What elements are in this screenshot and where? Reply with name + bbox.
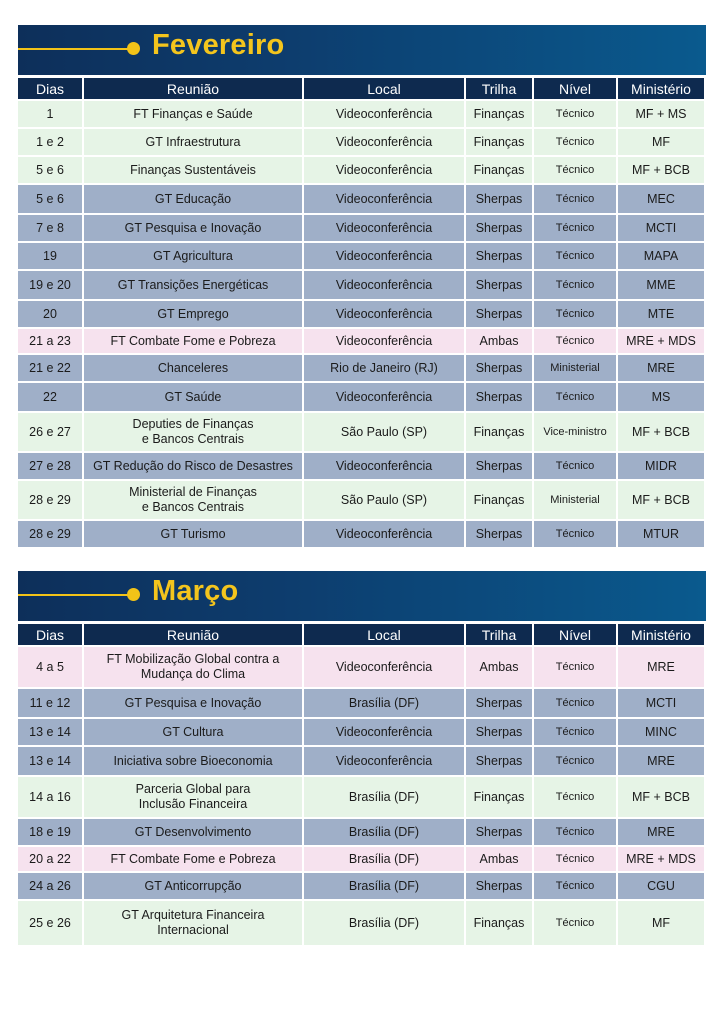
nivel-cell: Técnico: [534, 847, 616, 871]
ministerio-cell: MF + MS: [618, 101, 704, 127]
ministerio-cell: MAPA: [618, 243, 704, 269]
dias-cell: 27 e 28: [18, 453, 82, 479]
local-cell: Videoconferência: [304, 301, 464, 327]
month-banner-marco: [18, 571, 706, 621]
nivel-cell: Técnico: [534, 329, 616, 353]
dias-cell: 26 e 27: [18, 413, 82, 451]
local-cell: Videoconferência: [304, 243, 464, 269]
ministerio-cell: MRE: [618, 647, 704, 687]
local-cell: Brasília (DF): [304, 819, 464, 845]
dias-cell: 24 a 26: [18, 873, 82, 899]
nivel-cell: Ministerial: [534, 355, 616, 381]
trilha-cell: Finanças: [466, 901, 532, 945]
header-row: [18, 78, 704, 99]
reuniao-header: Reunião: [84, 78, 302, 99]
nivel-cell: Ministerial: [534, 481, 616, 519]
nivel-cell: Técnico: [534, 101, 616, 127]
header-row: [18, 624, 704, 645]
ministerio-cell: MIDR: [618, 453, 704, 479]
ministerio-cell: MF + BCB: [618, 777, 704, 817]
local-cell: Videoconferência: [304, 185, 464, 213]
table-row: [18, 481, 704, 519]
trilha-cell: Finanças: [466, 481, 532, 519]
dias-cell: 20: [18, 301, 82, 327]
dias-cell: 13 e 14: [18, 719, 82, 745]
nivel-cell: Técnico: [534, 689, 616, 717]
banner-dot: [127, 588, 140, 601]
trilha-cell: Sherpas: [466, 355, 532, 381]
reuniao-cell: GT Transições Energéticas: [84, 271, 302, 299]
ministerio-header: Ministério: [618, 624, 704, 645]
local-cell: Videoconferência: [304, 747, 464, 775]
reuniao-cell: GT Educação: [84, 185, 302, 213]
reuniao-cell: GT Agricultura: [84, 243, 302, 269]
local-cell: Videoconferência: [304, 329, 464, 353]
trilha-cell: Finanças: [466, 777, 532, 817]
table-row: [18, 383, 704, 411]
local-cell: Brasília (DF): [304, 847, 464, 871]
local-header: Local: [304, 78, 464, 99]
table-row: [18, 747, 704, 775]
nivel-cell: Vice-ministro: [534, 413, 616, 451]
table-row: [18, 453, 704, 479]
reuniao-cell: FT Mobilização Global contra a Mudança do Clima: [84, 647, 302, 687]
dias-cell: 28 e 29: [18, 521, 82, 547]
dias-cell: 18 e 19: [18, 819, 82, 845]
ministerio-cell: CGU: [618, 873, 704, 899]
reuniao-cell: GT Pesquisa e Inovação: [84, 689, 302, 717]
reuniao-cell: FT Finanças e Saúde: [84, 101, 302, 127]
table-row: [18, 847, 704, 871]
nivel-cell: Técnico: [534, 747, 616, 775]
nivel-cell: Técnico: [534, 521, 616, 547]
nivel-cell: Técnico: [534, 271, 616, 299]
table-row: [18, 185, 704, 213]
trilha-cell: Finanças: [466, 129, 532, 155]
ministerio-cell: MTUR: [618, 521, 704, 547]
table-row: [18, 215, 704, 241]
table-row: [18, 413, 704, 451]
dias-cell: 5 e 6: [18, 157, 82, 183]
trilha-cell: Ambas: [466, 329, 532, 353]
reuniao-cell: GT Cultura: [84, 719, 302, 745]
local-cell: Brasília (DF): [304, 873, 464, 899]
ministerio-cell: MS: [618, 383, 704, 411]
trilha-cell: Finanças: [466, 157, 532, 183]
nivel-cell: Técnico: [534, 819, 616, 845]
local-cell: Videoconferência: [304, 101, 464, 127]
nivel-cell: Técnico: [534, 777, 616, 817]
table-row: [18, 271, 704, 299]
month-title: Março: [152, 575, 239, 607]
dias-cell: 11 e 12: [18, 689, 82, 717]
nivel-cell: Técnico: [534, 215, 616, 241]
dias-header: Dias: [18, 624, 82, 645]
reuniao-cell: GT Emprego: [84, 301, 302, 327]
trilha-cell: Sherpas: [466, 453, 532, 479]
ministerio-cell: MTE: [618, 301, 704, 327]
local-cell: São Paulo (SP): [304, 481, 464, 519]
dias-cell: 14 a 16: [18, 777, 82, 817]
table-row: [18, 901, 704, 945]
table-row: [18, 777, 704, 817]
trilha-cell: Sherpas: [466, 747, 532, 775]
ministerio-cell: MINC: [618, 719, 704, 745]
table-row: [18, 157, 704, 183]
trilha-cell: Sherpas: [466, 819, 532, 845]
trilha-header: Trilha: [466, 624, 532, 645]
ministerio-cell: MRE + MDS: [618, 329, 704, 353]
nivel-cell: Técnico: [534, 719, 616, 745]
nivel-cell: Técnico: [534, 901, 616, 945]
trilha-cell: Sherpas: [466, 719, 532, 745]
trilha-cell: Sherpas: [466, 689, 532, 717]
local-cell: Videoconferência: [304, 157, 464, 183]
table-row: [18, 819, 704, 845]
reuniao-cell: Parceria Global para Inclusão Financeira: [84, 777, 302, 817]
table-row: [18, 101, 704, 127]
local-cell: Rio de Janeiro (RJ): [304, 355, 464, 381]
ministerio-cell: MRE: [618, 747, 704, 775]
table-row: [18, 355, 704, 381]
reuniao-cell: GT Turismo: [84, 521, 302, 547]
nivel-cell: Técnico: [534, 301, 616, 327]
dias-cell: 7 e 8: [18, 215, 82, 241]
table-row: [18, 329, 704, 353]
banner-dot: [127, 42, 140, 55]
trilha-cell: Sherpas: [466, 383, 532, 411]
banner-line: [18, 594, 130, 596]
nivel-cell: Técnico: [534, 129, 616, 155]
trilha-cell: Sherpas: [466, 873, 532, 899]
reuniao-cell: Deputies de Finanças e Bancos Centrais: [84, 413, 302, 451]
reuniao-header: Reunião: [84, 624, 302, 645]
dias-header: Dias: [18, 78, 82, 99]
local-cell: Videoconferência: [304, 215, 464, 241]
schedule-table-marco: [16, 622, 706, 947]
ministerio-cell: MF: [618, 129, 704, 155]
table-row: [18, 873, 704, 899]
ministerio-cell: MEC: [618, 185, 704, 213]
schedule-table-fevereiro: [16, 76, 706, 549]
trilha-header: Trilha: [466, 78, 532, 99]
table-row: [18, 521, 704, 547]
ministerio-cell: MF + BCB: [618, 413, 704, 451]
trilha-cell: Sherpas: [466, 215, 532, 241]
dias-cell: 22: [18, 383, 82, 411]
reuniao-cell: GT Infraestrutura: [84, 129, 302, 155]
reuniao-cell: GT Saúde: [84, 383, 302, 411]
reuniao-cell: GT Redução do Risco de Desastres: [84, 453, 302, 479]
ministerio-cell: MRE: [618, 355, 704, 381]
dias-cell: 13 e 14: [18, 747, 82, 775]
ministerio-cell: MRE: [618, 819, 704, 845]
dias-cell: 28 e 29: [18, 481, 82, 519]
trilha-cell: Sherpas: [466, 521, 532, 547]
table-row: [18, 301, 704, 327]
reuniao-cell: Iniciativa sobre Bioeconomia: [84, 747, 302, 775]
reuniao-cell: GT Desenvolvimento: [84, 819, 302, 845]
ministerio-cell: MRE + MDS: [618, 847, 704, 871]
trilha-cell: Sherpas: [466, 271, 532, 299]
trilha-cell: Sherpas: [466, 243, 532, 269]
reuniao-cell: Chanceleres: [84, 355, 302, 381]
ministerio-cell: MME: [618, 271, 704, 299]
trilha-cell: Ambas: [466, 647, 532, 687]
trilha-cell: Sherpas: [466, 301, 532, 327]
trilha-cell: Finanças: [466, 101, 532, 127]
trilha-cell: Ambas: [466, 847, 532, 871]
reuniao-cell: FT Combate Fome e Pobreza: [84, 847, 302, 871]
local-cell: Brasília (DF): [304, 901, 464, 945]
local-cell: São Paulo (SP): [304, 413, 464, 451]
reuniao-cell: Finanças Sustentáveis: [84, 157, 302, 183]
nivel-cell: Técnico: [534, 383, 616, 411]
nivel-cell: Técnico: [534, 185, 616, 213]
table-row: [18, 689, 704, 717]
dias-cell: 5 e 6: [18, 185, 82, 213]
nivel-cell: Técnico: [534, 157, 616, 183]
local-header: Local: [304, 624, 464, 645]
dias-cell: 1: [18, 101, 82, 127]
nivel-cell: Técnico: [534, 453, 616, 479]
banner-line: [18, 48, 130, 50]
dias-cell: 20 a 22: [18, 847, 82, 871]
ministerio-cell: MF + BCB: [618, 481, 704, 519]
nivel-header: Nível: [534, 78, 616, 99]
ministerio-cell: MF + BCB: [618, 157, 704, 183]
dias-cell: 25 e 26: [18, 901, 82, 945]
dias-cell: 4 a 5: [18, 647, 82, 687]
local-cell: Brasília (DF): [304, 777, 464, 817]
dias-cell: 21 a 23: [18, 329, 82, 353]
local-cell: Videoconferência: [304, 719, 464, 745]
trilha-cell: Sherpas: [466, 185, 532, 213]
dias-cell: 19 e 20: [18, 271, 82, 299]
month-banner-fevereiro: [18, 25, 706, 75]
dias-cell: 1 e 2: [18, 129, 82, 155]
table-row: [18, 647, 704, 687]
local-cell: Videoconferência: [304, 453, 464, 479]
nivel-header: Nível: [534, 624, 616, 645]
ministerio-cell: MF: [618, 901, 704, 945]
dias-cell: 21 e 22: [18, 355, 82, 381]
table-row: [18, 129, 704, 155]
trilha-cell: Finanças: [466, 413, 532, 451]
local-cell: Videoconferência: [304, 271, 464, 299]
local-cell: Brasília (DF): [304, 689, 464, 717]
reuniao-cell: GT Pesquisa e Inovação: [84, 215, 302, 241]
local-cell: Videoconferência: [304, 383, 464, 411]
reuniao-cell: FT Combate Fome e Pobreza: [84, 329, 302, 353]
reuniao-cell: GT Anticorrupção: [84, 873, 302, 899]
nivel-cell: Técnico: [534, 647, 616, 687]
ministerio-header: Ministério: [618, 78, 704, 99]
local-cell: Videoconferência: [304, 647, 464, 687]
local-cell: Videoconferência: [304, 521, 464, 547]
table-row: [18, 719, 704, 745]
dias-cell: 19: [18, 243, 82, 269]
nivel-cell: Técnico: [534, 243, 616, 269]
nivel-cell: Técnico: [534, 873, 616, 899]
reuniao-cell: GT Arquitetura Financeira Internacional: [84, 901, 302, 945]
ministerio-cell: MCTI: [618, 689, 704, 717]
month-title: Fevereiro: [152, 29, 285, 61]
local-cell: Videoconferência: [304, 129, 464, 155]
table-row: [18, 243, 704, 269]
reuniao-cell: Ministerial de Finanças e Bancos Centrais: [84, 481, 302, 519]
ministerio-cell: MCTI: [618, 215, 704, 241]
